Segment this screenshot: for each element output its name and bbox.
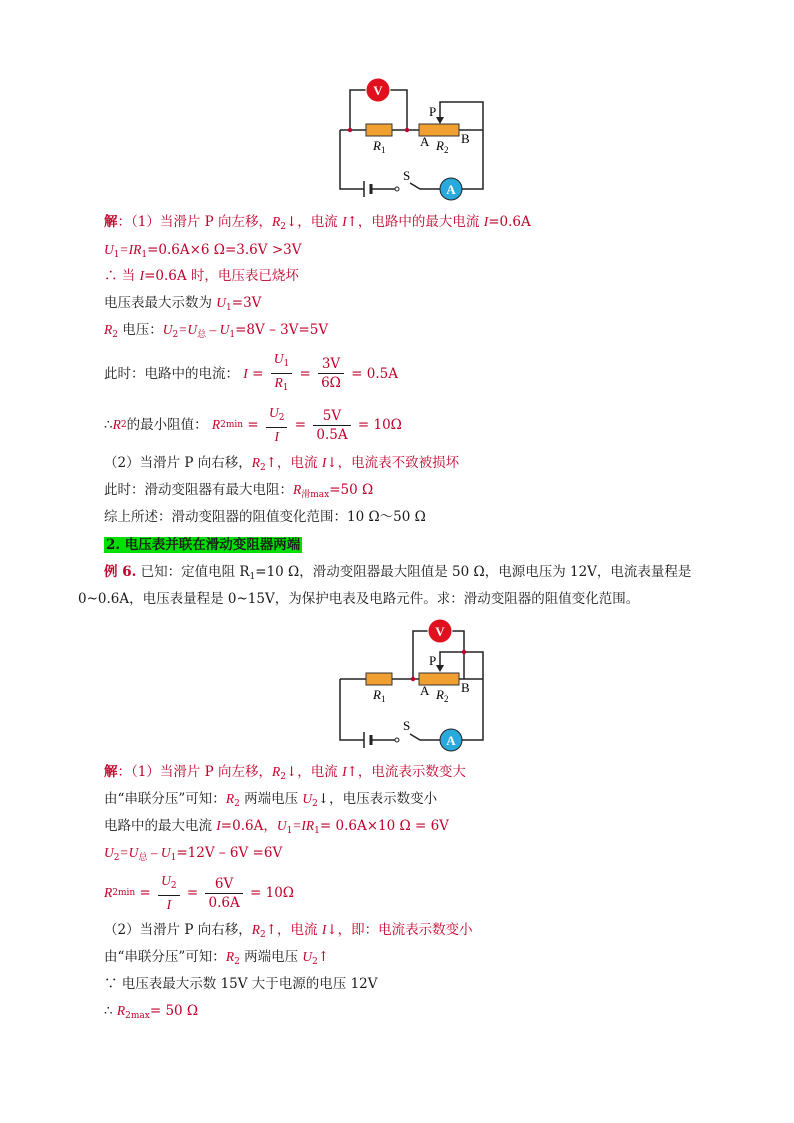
- sol2-line5: R2min = $\frac{U_2}{I}$ = $\frac{6V}{0.6A}$ = 10Ω: [104, 873, 294, 912]
- sol2-line3: 电路中的最大电流 I=0.6A，$U_1=IR_1= 0.6A\times 10$ Ω = 6V: [104, 818, 449, 836]
- voltmeter-label: V: [373, 83, 383, 98]
- sol2-line6: （2）当滑片 P 向右移，$R_2↑$，电流 I↓，即：电流表示数变小: [104, 922, 473, 940]
- sol2-line2: 由“串联分压”可知：$R_2$ 两端电压 $U_2↓$，电压表示数变小: [104, 791, 438, 809]
- sol2-line7: 由“串联分压”可知：$R_2$ 两端电压 $U_2↑$: [104, 949, 330, 967]
- sol2-line4: $U_2=U_总 - U_1=12V - 6V =6V$: [104, 845, 283, 863]
- terminal-b-label: B: [461, 131, 470, 146]
- switch-s-label: S: [403, 718, 411, 733]
- sol1-line10: 综上所述：滑动变阻器的阻值变化范围：10 Ω～50 Ω: [104, 509, 426, 525]
- voltmeter-label: V: [435, 624, 445, 639]
- ammeter-label: A: [446, 733, 456, 748]
- sol2-line9: ∴ $R_{2max}= 50$ Ω: [104, 1003, 199, 1021]
- sol1-line8: （2）当滑片 P 向右移，$R_2↑$，电流 I↓，电流表不致被损坏: [104, 455, 460, 473]
- resistor-r1: [366, 124, 392, 136]
- sol2-line1: 解：（1）当滑片 P 向左移，$R_2↓$，电流 I↑，电流表示数变大: [104, 764, 466, 782]
- circuit-diagram-1: [0, 0, 794, 210]
- sol1-line7: ∴R2的最小阻值： R2min = $\frac{U_2}{I}$ = $\frac{5V}{0.5A}$ = 10Ω: [104, 405, 402, 444]
- sol2-line8: ∵ 电压表最大示数 15V 大于电源的电压 12V: [104, 976, 378, 992]
- terminal-b-label: B: [461, 680, 470, 695]
- sol1-line1: 解：（1）当滑片 P 向左移，$R_2↓$，电流 I↑，电路中的最大电流 I=0.6A: [104, 214, 531, 232]
- ammeter-label: A: [446, 182, 456, 197]
- sol1-line2: $U_1=IR_1=0.6A\times 6$ Ω=3.6V >3V: [104, 242, 302, 260]
- circuit-diagram-2: [0, 615, 794, 755]
- switch-s-label: S: [403, 168, 411, 183]
- r2-label: $R_2$: [436, 687, 449, 704]
- example6-line2: 0~0.6A，电压表量程是 0~15V，为保护电表及电路元件。求：滑动变阻器的阻值变化范围。: [78, 591, 640, 607]
- sol1-line9: 此时：滑动变阻器有最大电阻：$R_{滑max}=50$ Ω: [104, 482, 374, 500]
- sol1-line6: 此时：电路中的电流： I = $\frac{U_1}{R_1}$ = $\frac{3V}{6\Omega}$ = 0.5A: [104, 351, 399, 393]
- slider-p-label: P: [429, 104, 437, 119]
- example6-line1: 例 6. 已知：定值电阻 $R_1=10$ Ω，滑动变阻器最大阻值是 50 Ω，电源电压为 12V，电流表量程是: [104, 564, 692, 582]
- sol1-line5: $R_2$ 电压：$U_2=U_总 - U_1=8V - 3V=5V$: [104, 322, 329, 340]
- terminal-a-label: A: [420, 134, 430, 149]
- section-2-heading: 2. 电压表并联在滑动变阻器两端: [106, 537, 301, 553]
- terminal-a-label: A: [420, 683, 430, 698]
- r1-label: $R_1$: [373, 687, 386, 704]
- r2-label: $R_2$: [436, 138, 449, 155]
- sol1-line3: ∴ 当 I=0.6A 时，电压表已烧坏: [104, 268, 299, 284]
- slider-p-label: P: [429, 653, 437, 668]
- sol1-line4: 电压表最大示数为 $U_1=3V$: [104, 295, 262, 313]
- r1-label: $R_1$: [373, 138, 386, 155]
- resistor-r1: [366, 673, 392, 685]
